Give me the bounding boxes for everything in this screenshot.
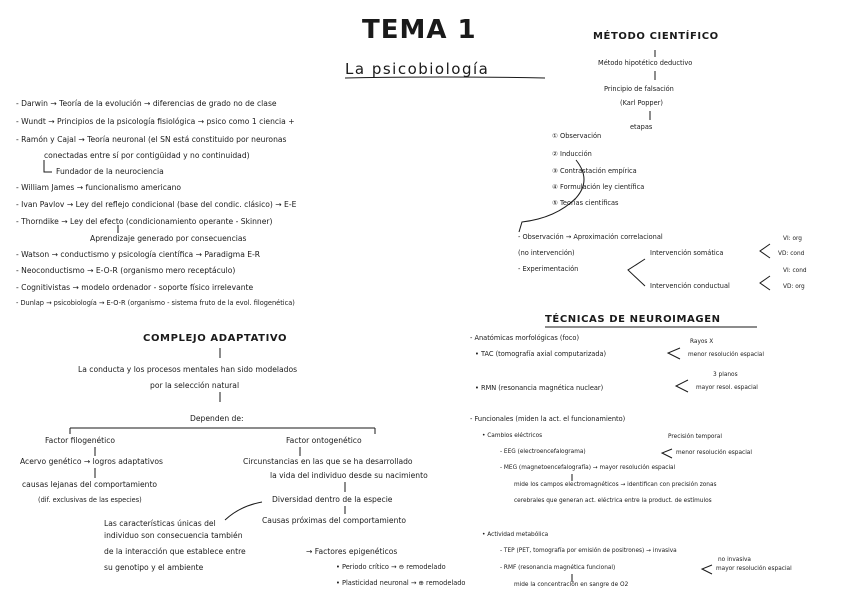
tecnicas-anatomicas: - Anatómicas morfológicas (foco) <box>470 334 580 342</box>
brace-rmf <box>702 565 712 574</box>
step-observacion: ① Observación <box>552 132 602 140</box>
causas-proximas: Causas próximas del comportamiento <box>262 516 407 525</box>
caracteristicas-4: su genotipo y el ambiente <box>104 563 204 572</box>
metodo-intervencion-conductual: Intervención conductual <box>650 282 730 290</box>
metodo-etapas: etapas <box>630 123 653 131</box>
plasticidad-neuronal: • Plasticidad neuronal → ⊕ remodelado <box>336 579 466 587</box>
arrow-fundador <box>44 160 52 172</box>
diversidad: Diversidad dentro de la especie <box>272 495 393 504</box>
arrow-div-left <box>225 502 262 520</box>
list-item-neoconductismo: - Neoconductismo → E-O-R (organismo mero receptáculo) <box>16 266 236 275</box>
list-item-darwin: - Darwin → Teoría de la evolución → diferencias de grado no de clase <box>16 99 277 108</box>
tecnicas-mide-1: mide los campos electromagnéticos → identifican con precisión zonas <box>514 482 717 488</box>
factor-ontogenetico: Factor ontogenético <box>286 436 362 445</box>
tecnicas-tres-planos: 3 planos <box>713 372 738 378</box>
vd-org-2: VD: org <box>783 284 805 290</box>
tecnicas-eeg: - EEG (electroencefalograma) <box>500 449 586 455</box>
metodo-no-intervencion: (no intervención) <box>518 249 575 257</box>
tecnicas-eeg-resolucion: menor resolución espacial <box>676 450 752 456</box>
tecnicas-tac-resolucion: menor resolución espacial <box>688 352 764 358</box>
list-item-wundt: - Wundt → Principios de la psicología fisiológica → psico como 1 ciencia + <box>16 117 295 126</box>
list-item-dunlap: - Dunlap → psicobiología → E-O-R (organismo - sistema fruto de la evol. filogenética) <box>16 299 295 307</box>
metodo-hipotetico: Método hipotético deductivo <box>598 59 693 67</box>
tecnicas-actividad: • Actividad metabólica <box>482 532 549 538</box>
list-item-cajal: - Ramón y Cajal → Teoría neuronal (el SN está constituido por neuronas <box>16 135 287 144</box>
list-item-cognitivistas: - Cognitivistas → modelo ordenador - soporte físico irrelevante <box>16 283 254 292</box>
vi-org-1: VI: org <box>783 236 802 242</box>
step-teorias: ⑤ Teorías científicas <box>552 199 619 207</box>
circunstancias-1: Circunstancias en las que se ha desarrollado <box>243 457 413 466</box>
brace-tac <box>668 348 680 359</box>
list-item-pavlov: - Ivan Pavlov → Ley del reflejo condicional (base del condic. clásico) → E-E <box>16 200 297 209</box>
vi-cond-2: VI: cond <box>783 268 807 274</box>
periodo-critico: • Periodo crítico → ⊖ remodelado <box>336 563 446 571</box>
list-item-thorndike: - Thorndike → Ley del efecto (condicionamiento operante - Skinner) <box>16 217 273 226</box>
page-title: TEMA 1 <box>362 15 477 45</box>
caracteristicas-2: individuo son consecuencia también <box>104 531 243 540</box>
tecnicas-tac: • TAC (tomografía axial computarizada) <box>475 350 607 358</box>
page-subtitle: La psicobiología <box>345 60 490 78</box>
tecnicas-mide-o2: mide la concentración en sangre de O2 <box>514 582 629 588</box>
tecnicas-funcionales: - Funcionales (miden la act. el funcionamiento) <box>470 415 626 423</box>
brace-eeg <box>662 449 672 458</box>
circunstancias-2: la vida del individuo desde su nacimiento <box>270 471 428 480</box>
complejo-heading: COMPLEJO ADAPTATIVO <box>143 333 288 344</box>
tecnicas-tep: - TEP (PET, tomografía por emisión de positrones) → invasiva <box>500 548 677 554</box>
acervo-genetico: Acervo genético → logros adaptativos <box>20 457 163 466</box>
caracteristicas-1: Las características únicas del <box>104 519 216 528</box>
tecnicas-rmn: • RMN (resonancia magnética nuclear) <box>475 384 604 392</box>
causas-lejanas: causas lejanas del comportamiento <box>22 480 158 489</box>
tecnicas-rmf-resolucion: mayor resolución espacial <box>716 566 792 572</box>
dif-especies: (dif. exclusivas de las especies) <box>38 496 142 504</box>
tecnicas-cambios: • Cambios eléctricos <box>482 433 543 439</box>
brace-vi1 <box>760 244 770 258</box>
tecnicas-rmn-resolucion: mayor resol. espacial <box>696 385 758 391</box>
tecnicas-meg: - MEG (magnetoencefalografía) → mayor resolución espacial <box>500 465 676 471</box>
brace-exper <box>628 259 645 286</box>
tecnicas-heading: TÉCNICAS DE NEUROIMAGEN <box>545 314 721 325</box>
step-contrastacion: ③ Contrastación empírica <box>552 167 637 175</box>
metodo-observacion: - Observación → Aproximación correlacional <box>518 233 663 241</box>
caracteristicas-3: de la interacción que establece entre <box>104 547 246 556</box>
factores-epigeneticos: → Factores epigenéticos <box>306 547 398 556</box>
metodo-popper: (Karl Popper) <box>620 99 663 107</box>
list-item-watson: - Watson → conductismo y psicología científica → Paradigma E-R <box>16 250 261 259</box>
brace-rmn <box>676 380 688 392</box>
list-item-aprendizaje: Aprendizaje generado por consecuencias <box>90 234 247 243</box>
factor-filogenetico: Factor filogenético <box>45 436 116 445</box>
tecnicas-precision: Precisión temporal <box>668 434 722 440</box>
list-item-cajal-cont: conectadas entre sí por contigüidad y no continuidad) <box>44 151 250 160</box>
tecnicas-rmf: - RMF (resonancia magnética funcional) <box>500 565 616 571</box>
tecnicas-mide-2: cerebrales que generan act. eléctrica entre la product. de estímulos <box>514 498 712 504</box>
brace-vi2 <box>760 276 770 290</box>
step-induccion: ② Inducción <box>552 150 592 158</box>
tecnicas-rayos: Rayos X <box>690 339 714 345</box>
list-item-james: - William James → funcionalismo americano <box>16 183 182 192</box>
metodo-falsacion: Principio de falsación <box>604 85 674 93</box>
complejo-line1: La conducta y los procesos mentales han sido modelados <box>78 365 298 374</box>
complejo-line2: por la selección natural <box>150 381 240 390</box>
metodo-heading: MÉTODO CIENTÍFICO <box>593 31 719 42</box>
vd-cond-1: VD: cond <box>778 251 805 257</box>
metodo-intervencion-somatica: Intervención somática <box>650 249 724 257</box>
step-formulacion: ④ Formulación ley científica <box>552 183 645 191</box>
complejo-depend: Dependen de: <box>190 414 244 423</box>
list-item-fundador: Fundador de la neurociencia <box>56 167 164 176</box>
tecnicas-no-invasiva: no invasiva <box>718 557 751 563</box>
metodo-experimentacion: - Experimentación <box>518 265 579 273</box>
